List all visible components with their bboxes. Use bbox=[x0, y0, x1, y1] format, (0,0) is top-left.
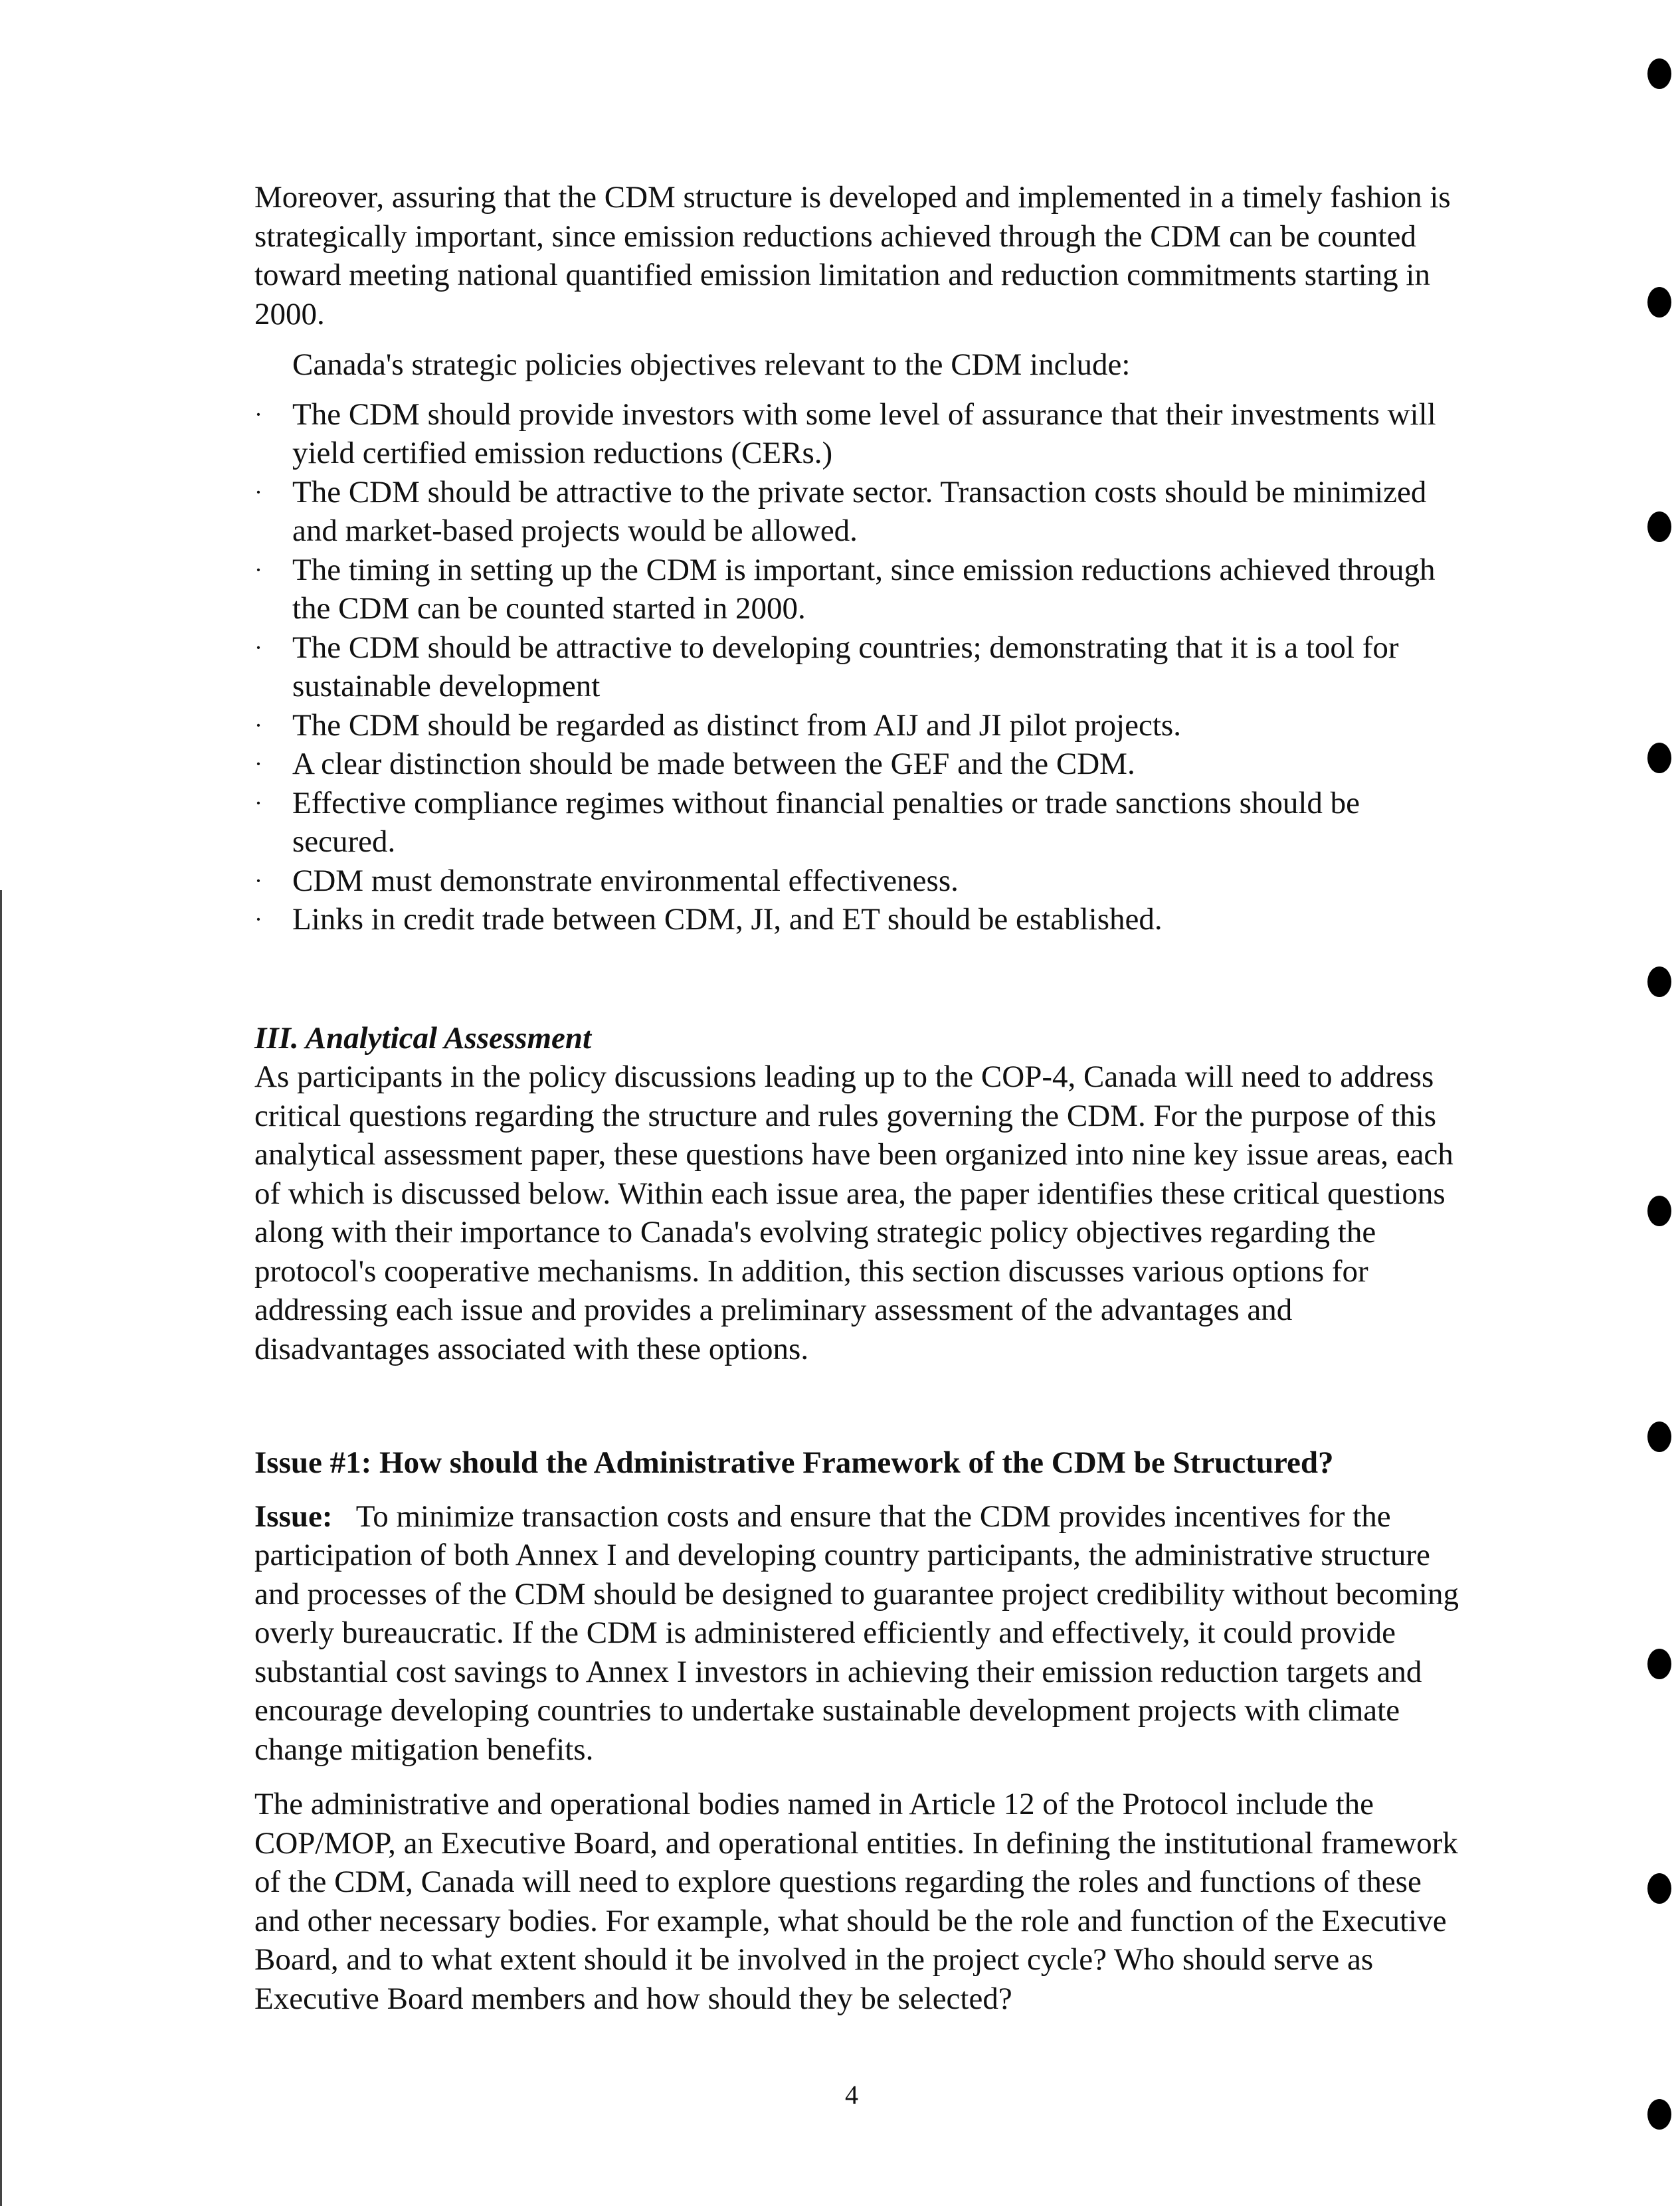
page-content bbox=[254, 178, 1463, 2018]
list-item: · The CDM should be attractive to developing countries; demonstrating that it is a tool for sustainable development bbox=[254, 628, 1463, 706]
punch-hole-mark bbox=[1647, 1422, 1671, 1452]
issue-text: To minimize transaction costs and ensure that the CDM provides incentives for the participation of both Annex I and developing country participants, the administrative structure and processes of the CDM should be designed to guarantee project credibility without becoming overly bureaucratic. If the CDM is administered efficiently and effectively, it could provide substantial cost savings to Annex I investors in achieving their emission reduction targets and encourage developing countries to undertake sustainable development projects with climate change mitigation benefits. bbox=[254, 1499, 1459, 1767]
bullet-marker: · bbox=[254, 751, 262, 777]
bullet-marker: · bbox=[254, 867, 262, 894]
punch-hole-mark bbox=[1647, 1873, 1671, 1904]
punch-hole-mark bbox=[1647, 1649, 1671, 1679]
bullet-marker: · bbox=[254, 401, 262, 428]
punch-hole-mark bbox=[1647, 1196, 1671, 1226]
list-item: · The CDM should provide investors with some level of assurance that their investments will yield certified emission reductions (CERs.) bbox=[254, 395, 1463, 473]
punch-hole-mark bbox=[1647, 287, 1671, 318]
page-number: 4 bbox=[845, 2080, 858, 2110]
punch-hole-mark bbox=[1647, 743, 1671, 773]
punch-hole-mark bbox=[1647, 511, 1671, 542]
list-item: · The CDM should be regarded as distinct from AIJ and JI pilot projects. bbox=[254, 706, 1463, 745]
list-item: · CDM must demonstrate environmental effectiveness. bbox=[254, 862, 1463, 901]
punch-hole-mark bbox=[1647, 58, 1671, 89]
bullet-marker: · bbox=[254, 711, 262, 739]
framework-paragraph: The administrative and operational bodies named in Article 12 of the Protocol include the COP/MOP, an Executive Board, and operational entities. In defining the institutional framework of the CDM, Canada will need to explore questions regarding the roles and functions of these and other necessary bodies. For example, what should be the role and function of the Executive Board, and to what extent should it be involved in the project cycle? Who should serve as Executive Board members and how should they be selected? bbox=[254, 1787, 1458, 2016]
bullet-marker: · bbox=[254, 906, 262, 933]
bullet-marker: · bbox=[254, 789, 262, 816]
section-body: As participants in the policy discussions leading up to the COP-4, Canada will need to address critical questions regarding the structure and rules governing the CDM. For the purpose of this analytical assessment paper, these questions have been organized into nine key issue areas, each of which is discussed below. Within each issue area, the paper identifies these critical questions along with their importance to Canada's evolving strategic policy objectives regarding the protocol's cooperative mechanisms. In addition, this section discusses various options for addressing each issue and provides a preliminary assessment of the advantages and disadvantages associated with these options. bbox=[254, 1059, 1453, 1366]
punch-hole-mark bbox=[1647, 2099, 1671, 2130]
issue-heading: Issue #1: How should the Administrative Framework of the CDM be Structured? bbox=[254, 1445, 1334, 1480]
list-item: · Effective compliance regimes without financial penalties or trade sanctions should be secured. bbox=[254, 784, 1463, 862]
issue-label: Issue: bbox=[254, 1499, 333, 1534]
bullet-marker: · bbox=[254, 634, 262, 661]
list-item: · Links in credit trade between CDM, JI, and ET should be established. bbox=[254, 900, 1463, 939]
punch-hole-mark bbox=[1647, 966, 1671, 997]
opening-paragraph: Moreover, assuring that the CDM structure is developed and implemented in a timely fashion is strategically important, since emission reductions achieved through the CDM can be counted toward meeting national quantified emission limitation and reduction commitments starting in 2000. bbox=[254, 180, 1451, 331]
list-item: · The timing in setting up the CDM is important, since emission reductions achieved through the CDM can be counted started in 2000. bbox=[254, 551, 1463, 628]
bullet-marker: · bbox=[254, 556, 262, 583]
scan-edge-line bbox=[0, 890, 2, 2206]
objectives-list bbox=[254, 395, 1463, 939]
list-item: · The CDM should be attractive to the private sector. Transaction costs should be minimized and market-based projects would be allowed. bbox=[254, 473, 1463, 551]
objectives-intro: Canada's strategic policies objectives relevant to the CDM include: bbox=[292, 347, 1131, 382]
issue-paragraph bbox=[254, 1497, 1463, 1770]
list-item: · A clear distinction should be made between the GEF and the CDM. bbox=[254, 745, 1463, 784]
bullet-marker: · bbox=[254, 478, 262, 506]
section-heading: III. Analytical Assessment bbox=[254, 1020, 592, 1056]
